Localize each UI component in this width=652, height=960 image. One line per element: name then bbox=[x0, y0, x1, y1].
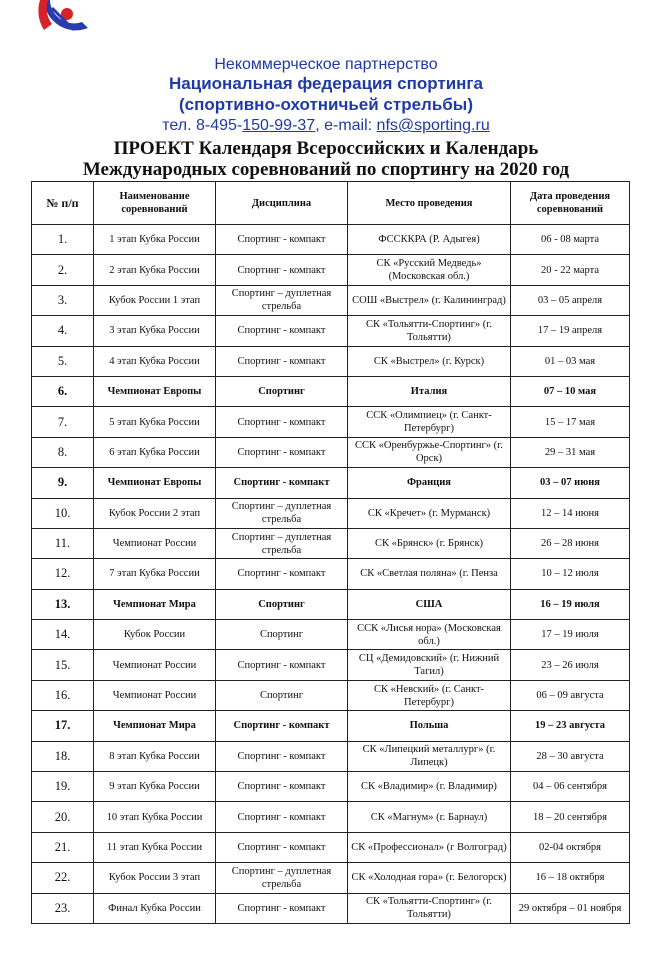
row-number: 21. bbox=[32, 832, 94, 862]
row-name: Кубок России 1 этап bbox=[94, 285, 216, 315]
row-discipline: Спортинг - компакт bbox=[216, 316, 348, 346]
row-discipline: Спортинг - компакт bbox=[216, 225, 348, 255]
row-place: СК «Тольятти-Спортинг» (г. Тольятти) bbox=[348, 893, 511, 923]
table-row bbox=[32, 285, 630, 315]
row-place: СК «Профессионал» (г Волгоград) bbox=[348, 832, 511, 862]
row-discipline: Спортинг - компакт bbox=[216, 832, 348, 862]
row-number: 22. bbox=[32, 863, 94, 893]
header-date: Дата проведения соревнований bbox=[511, 182, 630, 225]
row-name: 7 этап Кубка России bbox=[94, 559, 216, 589]
row-number: 1. bbox=[32, 225, 94, 255]
phone-prefix: тел. 8-495- bbox=[162, 117, 243, 134]
row-date: 16 – 18 октября bbox=[511, 863, 630, 893]
row-name: Чемпионат России bbox=[94, 650, 216, 680]
row-discipline: Спортинг bbox=[216, 376, 348, 406]
row-name: Чемпионат Мира bbox=[94, 589, 216, 619]
table-row bbox=[32, 468, 630, 498]
row-number: 13. bbox=[32, 589, 94, 619]
header-place: Место проведения bbox=[348, 182, 511, 225]
row-name: 5 этап Кубка России bbox=[94, 407, 216, 437]
table-row bbox=[32, 620, 630, 650]
row-discipline: Спортинг - компакт bbox=[216, 559, 348, 589]
row-name: 11 этап Кубка России bbox=[94, 832, 216, 862]
row-name: Кубок России 2 этап bbox=[94, 498, 216, 528]
header-discipline: Дисциплина bbox=[216, 182, 348, 225]
row-date: 26 – 28 июня bbox=[511, 528, 630, 558]
row-name: Чемпионат Европы bbox=[94, 468, 216, 498]
row-date: 29 октября – 01 ноября bbox=[511, 893, 630, 923]
org-name: Национальная федерация спортинга bbox=[169, 74, 483, 93]
row-discipline: Спортинг - компакт bbox=[216, 802, 348, 832]
row-discipline: Спортинг bbox=[216, 620, 348, 650]
row-number: 5. bbox=[32, 346, 94, 376]
contact-line bbox=[0, 117, 652, 135]
table-header-row bbox=[32, 182, 630, 225]
row-place: Польша bbox=[348, 711, 511, 741]
document-title-line2: Международных соревнований по спортингу на 2020 год bbox=[82, 159, 570, 180]
row-number: 17. bbox=[32, 711, 94, 741]
row-date: 20 - 22 марта bbox=[511, 255, 630, 285]
table-row bbox=[32, 346, 630, 376]
row-number: 3. bbox=[32, 285, 94, 315]
table-row bbox=[32, 772, 630, 802]
org-type: Некоммерческое партнерство bbox=[214, 56, 438, 73]
row-date: 06 – 09 августа bbox=[511, 680, 630, 710]
table-row bbox=[32, 832, 630, 862]
row-number: 18. bbox=[32, 741, 94, 771]
row-place: СК «Липецкий металлург» (г. Липецк) bbox=[348, 741, 511, 771]
table-row bbox=[32, 589, 630, 619]
table-row bbox=[32, 255, 630, 285]
table-row bbox=[32, 376, 630, 406]
row-number: 12. bbox=[32, 559, 94, 589]
row-number: 23. bbox=[32, 893, 94, 923]
row-place: СК «Магнум» (г. Барнаул) bbox=[348, 802, 511, 832]
phone-link[interactable]: 150-99-37 bbox=[242, 117, 316, 134]
row-number: 10. bbox=[32, 498, 94, 528]
table-row bbox=[32, 741, 630, 771]
row-number: 8. bbox=[32, 437, 94, 467]
row-place: СК «Выстрел» (г. Курск) bbox=[348, 346, 511, 376]
row-date: 23 – 26 июля bbox=[511, 650, 630, 680]
row-name: Чемпионат Мира bbox=[94, 711, 216, 741]
row-name: Чемпионат Европы bbox=[94, 376, 216, 406]
row-place: СЦ «Демидовский» (г. Нижний Тагил) bbox=[348, 650, 511, 680]
row-place: СК «Невский» (г. Санкт-Петербург) bbox=[348, 680, 511, 710]
row-discipline: Спортинг – дуплетная стрельба bbox=[216, 498, 348, 528]
federation-logo bbox=[22, 0, 92, 50]
row-number: 14. bbox=[32, 620, 94, 650]
row-discipline: Спортинг - компакт bbox=[216, 255, 348, 285]
row-place: ФССККРА (Р. Адыгея) bbox=[348, 225, 511, 255]
row-date: 16 – 19 июля bbox=[511, 589, 630, 619]
row-name: 4 этап Кубка России bbox=[94, 346, 216, 376]
row-name: 8 этап Кубка России bbox=[94, 741, 216, 771]
email-link[interactable]: nfs@sporting.ru bbox=[376, 117, 490, 134]
row-number: 19. bbox=[32, 772, 94, 802]
row-name: 3 этап Кубка России bbox=[94, 316, 216, 346]
row-name: Чемпионат России bbox=[94, 528, 216, 558]
row-place: ССК «Олимпиец» (г. Санкт-Петербург) bbox=[348, 407, 511, 437]
row-place: США bbox=[348, 589, 511, 619]
row-discipline: Спортинг - компакт bbox=[216, 741, 348, 771]
row-number: 16. bbox=[32, 680, 94, 710]
row-date: 17 – 19 апреля bbox=[511, 316, 630, 346]
row-name: 1 этап Кубка России bbox=[94, 225, 216, 255]
row-date: 29 – 31 мая bbox=[511, 437, 630, 467]
row-date: 01 – 03 мая bbox=[511, 346, 630, 376]
row-number: 4. bbox=[32, 316, 94, 346]
row-date: 04 – 06 сентября bbox=[511, 772, 630, 802]
table-row bbox=[32, 650, 630, 680]
table-row bbox=[32, 528, 630, 558]
table-row bbox=[32, 559, 630, 589]
org-subtitle: (спортивно-охотничьей стрельбы) bbox=[179, 95, 473, 114]
row-number: 15. bbox=[32, 650, 94, 680]
table-row bbox=[32, 225, 630, 255]
row-place: СК «Владимир» (г. Владимир) bbox=[348, 772, 511, 802]
table-row bbox=[32, 680, 630, 710]
row-discipline: Спортинг - компакт bbox=[216, 407, 348, 437]
row-name: 9 этап Кубка России bbox=[94, 772, 216, 802]
row-date: 17 – 19 июля bbox=[511, 620, 630, 650]
row-date: 10 – 12 июля bbox=[511, 559, 630, 589]
row-place: Италия bbox=[348, 376, 511, 406]
contact-separator: , e-mail: bbox=[315, 117, 377, 134]
row-discipline: Спортинг - компакт bbox=[216, 893, 348, 923]
row-discipline: Спортинг – дуплетная стрельба bbox=[216, 528, 348, 558]
row-name: 6 этап Кубка России bbox=[94, 437, 216, 467]
header-name: Наименование соревнований bbox=[94, 182, 216, 225]
row-discipline: Спортинг – дуплетная стрельба bbox=[216, 863, 348, 893]
row-date: 28 – 30 августа bbox=[511, 741, 630, 771]
row-discipline: Спортинг - компакт bbox=[216, 437, 348, 467]
row-place: СК «Тольятти-Спортинг» (г. Тольятти) bbox=[348, 316, 511, 346]
row-discipline: Спортинг - компакт bbox=[216, 711, 348, 741]
row-name: 2 этап Кубка России bbox=[94, 255, 216, 285]
row-date: 07 – 10 мая bbox=[511, 376, 630, 406]
row-date: 03 – 07 июня bbox=[511, 468, 630, 498]
row-place: СК «Холодная гора» (г. Белогорск) bbox=[348, 863, 511, 893]
table-row bbox=[32, 498, 630, 528]
table-row bbox=[32, 407, 630, 437]
row-discipline: Спортинг - компакт bbox=[216, 650, 348, 680]
row-date: 18 – 20 сентября bbox=[511, 802, 630, 832]
row-number: 9. bbox=[32, 468, 94, 498]
table-row bbox=[32, 316, 630, 346]
row-discipline: Спортинг bbox=[216, 680, 348, 710]
table-row bbox=[32, 802, 630, 832]
row-date: 06 - 08 марта bbox=[511, 225, 630, 255]
row-place: ССК «Лисья нора» (Московская обл.) bbox=[348, 620, 511, 650]
row-place: Франция bbox=[348, 468, 511, 498]
document-title-line1: ПРОЕКТ Календаря Всероссийских и Календарь bbox=[113, 138, 539, 159]
row-name: Кубок России bbox=[94, 620, 216, 650]
row-number: 11. bbox=[32, 528, 94, 558]
table-row bbox=[32, 893, 630, 923]
row-date: 03 – 05 апреля bbox=[511, 285, 630, 315]
row-discipline: Спортинг bbox=[216, 589, 348, 619]
row-name: 10 этап Кубка России bbox=[94, 802, 216, 832]
row-place: ССК «Оренбуржье-Спортинг» (г. Орск) bbox=[348, 437, 511, 467]
row-date: 12 – 14 июня bbox=[511, 498, 630, 528]
row-place: СК «Брянск» (г. Брянск) bbox=[348, 528, 511, 558]
row-place: СК «Светлая поляна» (г. Пенза bbox=[348, 559, 511, 589]
row-number: 20. bbox=[32, 802, 94, 832]
row-discipline: Спортинг – дуплетная стрельба bbox=[216, 285, 348, 315]
row-name: Финал Кубка России bbox=[94, 893, 216, 923]
row-place: СК «Кречет» (г. Мурманск) bbox=[348, 498, 511, 528]
table-row bbox=[32, 437, 630, 467]
row-discipline: Спортинг - компакт bbox=[216, 346, 348, 376]
row-discipline: Спортинг - компакт bbox=[216, 468, 348, 498]
row-name: Чемпионат России bbox=[94, 680, 216, 710]
row-name: Кубок России 3 этап bbox=[94, 863, 216, 893]
row-date: 02-04 октября bbox=[511, 832, 630, 862]
row-discipline: Спортинг - компакт bbox=[216, 772, 348, 802]
row-number: 2. bbox=[32, 255, 94, 285]
header-number: № п/п bbox=[32, 182, 94, 225]
row-place: СК «Русский Медведь» (Московская обл.) bbox=[348, 255, 511, 285]
row-place: СОШ «Выстрел» (г. Калининград) bbox=[348, 285, 511, 315]
row-date: 19 – 23 августа bbox=[511, 711, 630, 741]
row-number: 6. bbox=[32, 376, 94, 406]
table-row bbox=[32, 711, 630, 741]
table-row bbox=[32, 863, 630, 893]
competition-calendar-table bbox=[31, 181, 630, 924]
row-date: 15 – 17 мая bbox=[511, 407, 630, 437]
row-number: 7. bbox=[32, 407, 94, 437]
